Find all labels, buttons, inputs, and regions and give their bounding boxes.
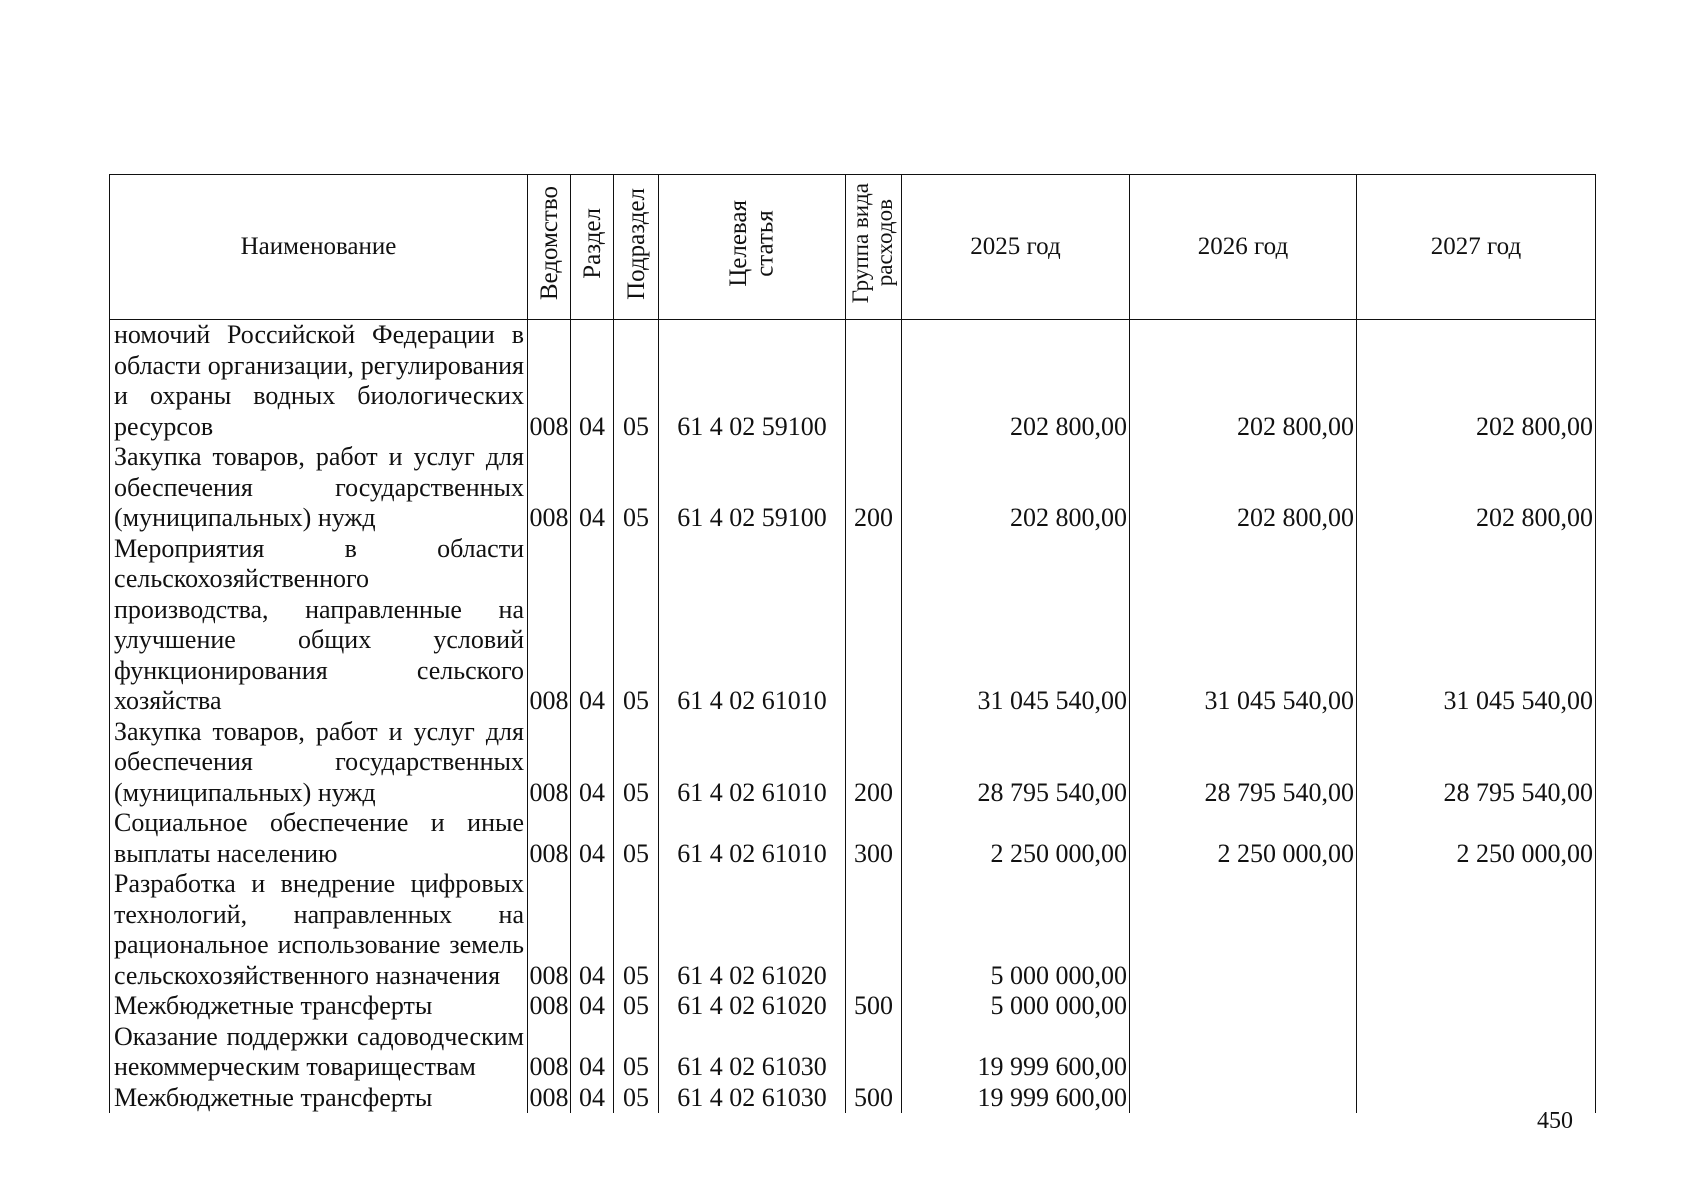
cell-vedomstvo: 008 [528, 442, 571, 534]
cell-2027: 2 250 000,00 [1357, 808, 1596, 869]
cell-2026 [1130, 1083, 1357, 1114]
cell-name: номочий Российской Федерации в области организации, регулирования и охраны водных биологических ресурсов [110, 320, 528, 443]
header-name: Наименование [110, 175, 528, 320]
table-row [110, 534, 1596, 717]
cell-podrazdel: 05 [614, 991, 659, 1022]
cell-2025: 28 795 540,00 [902, 717, 1130, 809]
cell-target: 61 4 02 61020 [659, 991, 846, 1022]
cell-vedomstvo: 008 [528, 717, 571, 809]
cell-vedomstvo: 008 [528, 534, 571, 717]
cell-name: Мероприятия в области сельскохозяйственного производства, направленные на улучшение общих условий функционирования сельского хозяйства [110, 534, 528, 717]
cell-podrazdel: 05 [614, 869, 659, 991]
header-2026: 2026 год [1130, 175, 1357, 320]
cell-razdel: 04 [571, 991, 614, 1022]
cell-vedomstvo: 008 [528, 320, 571, 443]
cell-group [846, 1022, 902, 1083]
cell-group: 300 [846, 808, 902, 869]
cell-target: 61 4 02 61010 [659, 534, 846, 717]
header-razdel: Раздел [571, 175, 614, 320]
cell-2026: 202 800,00 [1130, 320, 1357, 443]
cell-podrazdel: 05 [614, 1022, 659, 1083]
cell-target: 61 4 02 61020 [659, 869, 846, 991]
cell-2026: 2 250 000,00 [1130, 808, 1357, 869]
table-body [110, 320, 1596, 1114]
cell-group: 500 [846, 991, 902, 1022]
cell-2025: 2 250 000,00 [902, 808, 1130, 869]
cell-podrazdel: 05 [614, 534, 659, 717]
cell-2027 [1357, 1022, 1596, 1083]
cell-2027: 202 800,00 [1357, 320, 1596, 443]
cell-vedomstvo: 008 [528, 1022, 571, 1083]
cell-vedomstvo: 008 [529, 1082, 569, 1112]
cell-group: 500 [846, 1083, 902, 1114]
cell-group [846, 320, 902, 443]
table-row [110, 442, 1596, 534]
cell-razdel: 04 [571, 717, 614, 809]
cell-2026: 31 045 540,00 [1130, 534, 1357, 717]
table-row [110, 1083, 1596, 1114]
cell-2027: 202 800,00 [1357, 442, 1596, 534]
cell-2025: 19 999 600,00 [902, 1083, 1130, 1114]
header-group: Группа вида расходов [846, 175, 902, 320]
cell-razdel: 04 [571, 808, 614, 869]
cell-group: 200 [846, 717, 902, 809]
cell-name: Межбюджетные трансферты [110, 991, 528, 1022]
cell-vedomstvo: 008 [528, 869, 571, 991]
cell-2027: 31 045 540,00 [1357, 534, 1596, 717]
cell-podrazdel: 05 [614, 717, 659, 809]
header-target: Целевая статья [659, 175, 846, 320]
cell-target: 61 4 02 59100 [659, 320, 846, 443]
cell-razdel: 04 [571, 442, 614, 534]
table-row [110, 320, 1596, 443]
cell-2026: 28 795 540,00 [1130, 717, 1357, 809]
cell-name: Оказание поддержки садоводческим некоммерческим товариществам [110, 1022, 528, 1083]
header-2027: 2027 год [1357, 175, 1596, 320]
cell-group: 200 [846, 442, 902, 534]
table-header-row [110, 175, 1596, 320]
cell-podrazdel: 05 [614, 320, 659, 443]
cell-vedomstvo: 008 [528, 808, 571, 869]
cell-2025: 5 000 000,00 [902, 991, 1130, 1022]
table-row [110, 869, 1596, 991]
cell-2026 [1130, 1022, 1357, 1083]
cell-name: Разработка и внедрение цифровых технологий, направленных на рациональное использование земель сельскохозяйственного назначения [110, 869, 528, 991]
cell-2027 [1357, 869, 1596, 991]
cell-name: Закупка товаров, работ и услуг для обеспечения государственных (муниципальных) нужд [110, 717, 528, 809]
cell-2025: 202 800,00 [902, 320, 1130, 443]
cell-target: 61 4 02 61010 [659, 717, 846, 809]
cell-target: 61 4 02 61010 [659, 808, 846, 869]
cell-2026 [1130, 869, 1357, 991]
cell-podrazdel: 05 [614, 1083, 659, 1114]
cell-target: 61 4 02 59100 [659, 442, 846, 534]
cell-2026 [1130, 991, 1357, 1022]
table-row [110, 808, 1596, 869]
header-vedomstvo: Ведомство [528, 175, 571, 320]
cell-2025: 5 000 000,00 [902, 869, 1130, 991]
header-2025: 2025 год [902, 175, 1130, 320]
cell-2025: 19 999 600,00 [902, 1022, 1130, 1083]
cell-2027 [1357, 991, 1596, 1022]
cell-2026: 202 800,00 [1130, 442, 1357, 534]
table-row [110, 717, 1596, 809]
cell-razdel: 04 [571, 1022, 614, 1083]
page-number: 450 [1537, 1108, 1573, 1134]
cell-2027: 28 795 540,00 [1357, 717, 1596, 809]
cell-target: 61 4 02 61030 [659, 1083, 846, 1114]
cell-name: Закупка товаров, работ и услуг для обеспечения государственных (муниципальных) нужд [110, 442, 528, 534]
cell-vedomstvo: 008 [529, 991, 569, 1020]
table-row [110, 991, 1596, 1022]
cell-2025: 31 045 540,00 [902, 534, 1130, 717]
cell-podrazdel: 05 [614, 442, 659, 534]
cell-podrazdel: 05 [614, 808, 659, 869]
cell-group [846, 534, 902, 717]
cell-2025: 202 800,00 [902, 442, 1130, 534]
cell-razdel: 04 [571, 534, 614, 717]
cell-name: Социальное обеспечение и иные выплаты населению [110, 808, 528, 869]
header-podrazdel: Подраздел [614, 175, 659, 320]
cell-razdel: 04 [571, 1083, 614, 1114]
cell-group [846, 869, 902, 991]
cell-target: 61 4 02 61030 [659, 1022, 846, 1083]
cell-razdel: 04 [571, 869, 614, 991]
cell-name: Межбюджетные трансферты [110, 1083, 528, 1114]
cell-razdel: 04 [571, 320, 614, 443]
budget-table [109, 174, 1596, 1113]
table-row [110, 1022, 1596, 1083]
